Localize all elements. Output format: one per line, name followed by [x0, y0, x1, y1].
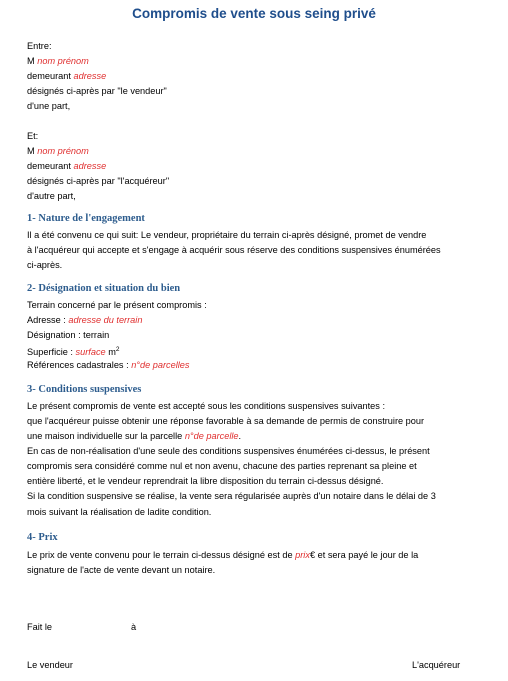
section3-line-3-end: .: [238, 431, 242, 441]
acquereur-name-line: [27, 145, 89, 157]
l-acquereur-label: L'acquéreur: [412, 660, 461, 670]
references-line: [27, 359, 190, 371]
entre-label: Entre:: [27, 41, 52, 51]
parcelles-placeholder: n°de parcelles: [131, 360, 190, 370]
surface-placeholder: surface: [75, 347, 106, 358]
vendeur-m: M: [27, 56, 35, 66]
section3-line-1: Le présent compromis de vente est accepté sous les conditions suspensives suivantes :: [27, 401, 385, 411]
adresse-line: [27, 314, 142, 326]
section4-heading: 4- Prix: [27, 532, 58, 543]
superficie-exponent: 2: [115, 346, 120, 353]
section1-line-1: Il a été convenu ce qui suit: Le vendeur, propriétaire du terrain ci-après désigné, promet de vendre: [27, 230, 427, 240]
vendeur-name-line: [27, 55, 89, 67]
vendeur-address-line: [27, 70, 106, 82]
section4-line-2: signature de l'acte de vente devant un notaire.: [27, 565, 216, 575]
section3-line-5: compromis sera considéré comme nul et non avenu, chacune des parties reprenant sa pleine et: [27, 461, 417, 471]
section2-intro: Terrain concerné par le présent compromis :: [27, 300, 207, 310]
section3-line-7: Si la condition suspensive se réalise, la vente sera régularisée auprès d'un notaire dans le délai de 3: [27, 491, 436, 501]
a-label: à: [131, 622, 137, 632]
acquereur-designes: désignés ci-après par "l'acquéreur": [27, 176, 170, 186]
section3-line-6: entière liberté, et le vendeur reprendrait la libre disposition du terrain ci-dessus désigné.: [27, 476, 384, 486]
acquereur-demeurant: demeurant: [27, 161, 71, 171]
acquereur-m: M: [27, 146, 35, 156]
et-label: Et:: [27, 131, 39, 141]
section3-line-2: que l'acquéreur puisse obtenir une réponse favorable à sa demande de permis de construire pour: [27, 416, 425, 426]
superficie-unit: m: [108, 347, 116, 358]
section4-line-1-end: € et sera payé le jour de la: [309, 550, 419, 560]
acquereur-adresse-placeholder: adresse: [73, 161, 107, 171]
vendeur-part: d'une part,: [27, 101, 71, 111]
section3-line-3-text: une maison individuelle sur la parcelle: [27, 431, 185, 441]
adresse-terrain-placeholder: adresse du terrain: [68, 315, 143, 325]
section2-heading: 2- Désignation et situation du bien: [27, 283, 181, 294]
section3-line-3: [27, 430, 241, 442]
section4-line-1-text: Le prix de vente convenu pour le terrain ci-dessus désigné est de: [27, 550, 296, 560]
prix-placeholder: prix: [295, 550, 310, 560]
vendeur-adresse-placeholder: adresse: [73, 71, 107, 81]
fait-le-label: Fait le: [27, 622, 53, 632]
acquereur-address-line: [27, 160, 106, 172]
adresse-label: Adresse :: [27, 315, 69, 325]
vendeur-nom-placeholder: nom prénom: [37, 56, 89, 66]
le-vendeur-label: Le vendeur: [27, 660, 73, 670]
section3-line-8: mois suivant la réalisation de ladite condition.: [27, 507, 212, 517]
superficie-line: [27, 344, 120, 358]
acquereur-part: d'autre part,: [27, 191, 76, 201]
designation-line: Désignation : terrain: [27, 330, 110, 340]
references-label: Références cadastrales :: [27, 360, 132, 370]
document-title: Compromis de vente sous seing privé: [132, 6, 376, 21]
section3-line-4: En cas de non-réalisation d'une seule des conditions suspensives énumérées ci-dessus, le présent: [27, 446, 430, 456]
section4-line-1: [27, 549, 418, 561]
section1-line-2: à l'acquéreur qui accepte et s'engage à acquérir sous réserve des conditions suspensives énumérées: [27, 245, 441, 255]
superficie-label: Superficie :: [27, 347, 76, 358]
parcelle-placeholder: n°de parcelle: [184, 431, 239, 441]
section1-line-3: ci-après.: [27, 260, 63, 270]
vendeur-designes: désignés ci-après par "le vendeur": [27, 86, 167, 96]
section3-heading: 3- Conditions suspensives: [27, 384, 142, 395]
acquereur-nom-placeholder: nom prénom: [37, 146, 89, 156]
vendeur-demeurant: demeurant: [27, 71, 71, 81]
section1-heading: 1- Nature de l'engagement: [27, 213, 145, 224]
